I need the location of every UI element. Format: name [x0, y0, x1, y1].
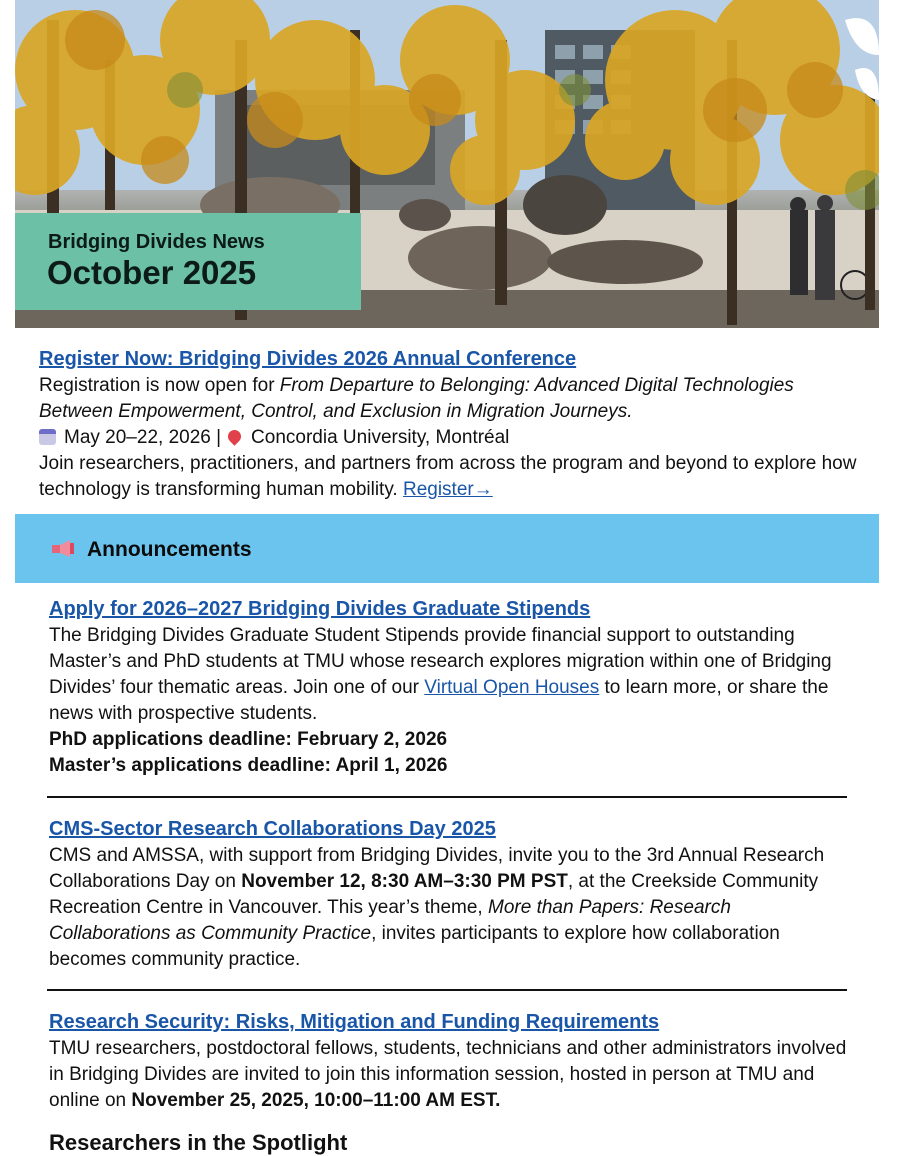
cms-heading-link[interactable]: CMS-Sector Research Collaborations Day 2025	[49, 818, 496, 840]
security-body: TMU researchers, postdoctoral fellows, students, technicians and other administrators involved in Bridging Divides are invited to join this information session, hosted in person at TMU and online on	[49, 1038, 847, 1111]
divider	[47, 989, 847, 991]
masters-deadline: Master’s applications deadline: April 1, 2026	[49, 755, 448, 776]
virtual-open-houses-link[interactable]: Virtual Open Houses	[424, 677, 600, 698]
newsletter-title: October 2025	[47, 254, 257, 291]
conference-register-heading-link[interactable]: Register Now: Bridging Divides 2026 Annual Conference	[39, 348, 577, 370]
newsletter	[15, 0, 879, 1155]
stipends-body-1: The Bridging Divides Graduate Student Stipends provide financial support to outstanding Master’s and PhD students at TMU whose research explores migration within one of Bridging Divides’ four thematic areas. Join one of our	[49, 625, 832, 698]
cms-body-2: , at the Creekside Community Recreation Centre in Vancouver. This year’s theme,	[49, 871, 819, 918]
cms-body-3: , invites participants to explore how collaboration becomes community practice.	[49, 923, 780, 970]
hero-title-box	[15, 213, 361, 310]
conference-intro: Registration is now open for	[39, 375, 280, 396]
security-heading-link[interactable]: Research Security: Risks, Mitigation and Funding Requirements	[49, 1011, 660, 1033]
hero-banner	[15, 0, 879, 328]
divider	[47, 796, 847, 798]
cms-item	[49, 816, 849, 973]
conference-section	[39, 346, 859, 503]
stipends-body-2: to learn more, or share the news with prospective students.	[49, 677, 829, 724]
conference-location: Concordia University, Montréal	[251, 427, 510, 448]
conference-theme: From Departure to Belonging: Advanced Digital Technologies Between Empowerment, Control, and Exclusion in Migration Journeys.	[39, 375, 794, 422]
phd-deadline: PhD applications deadline: February 2, 2026	[49, 729, 448, 750]
newsletter-subtitle: Bridging Divides News	[48, 231, 265, 253]
cms-date: November 12, 8:30 AM–3:30 PM PST	[241, 871, 568, 892]
location-pin-icon	[225, 427, 243, 445]
conference-body: Join researchers, practitioners, and partners from across the program and beyond to explore how technology is transforming human mobility.	[39, 453, 857, 500]
conference-date: May 20–22, 2026 |	[64, 427, 222, 448]
security-item	[49, 1009, 849, 1114]
megaphone-icon	[52, 540, 74, 557]
security-date: November 25, 2025, 10:00–11:00 AM EST.	[131, 1090, 501, 1111]
stipends-item	[49, 596, 849, 779]
cms-body-1: CMS and AMSSA, with support from Bridging Divides, invite you to the 3rd Annual Research Collaborations Day on	[49, 845, 825, 892]
calendar-icon	[39, 429, 56, 445]
cms-theme: More than Papers: Research Collaborations as Community Practice	[49, 897, 731, 944]
register-link[interactable]: Register→	[402, 479, 493, 500]
announcements-label: Announcements	[87, 538, 252, 561]
announcements-header	[15, 514, 879, 583]
spotlight-heading: Researchers in the Spotlight	[49, 1130, 348, 1155]
stipends-heading-link[interactable]: Apply for 2026–2027 Bridging Divides Graduate Stipends	[49, 598, 591, 620]
